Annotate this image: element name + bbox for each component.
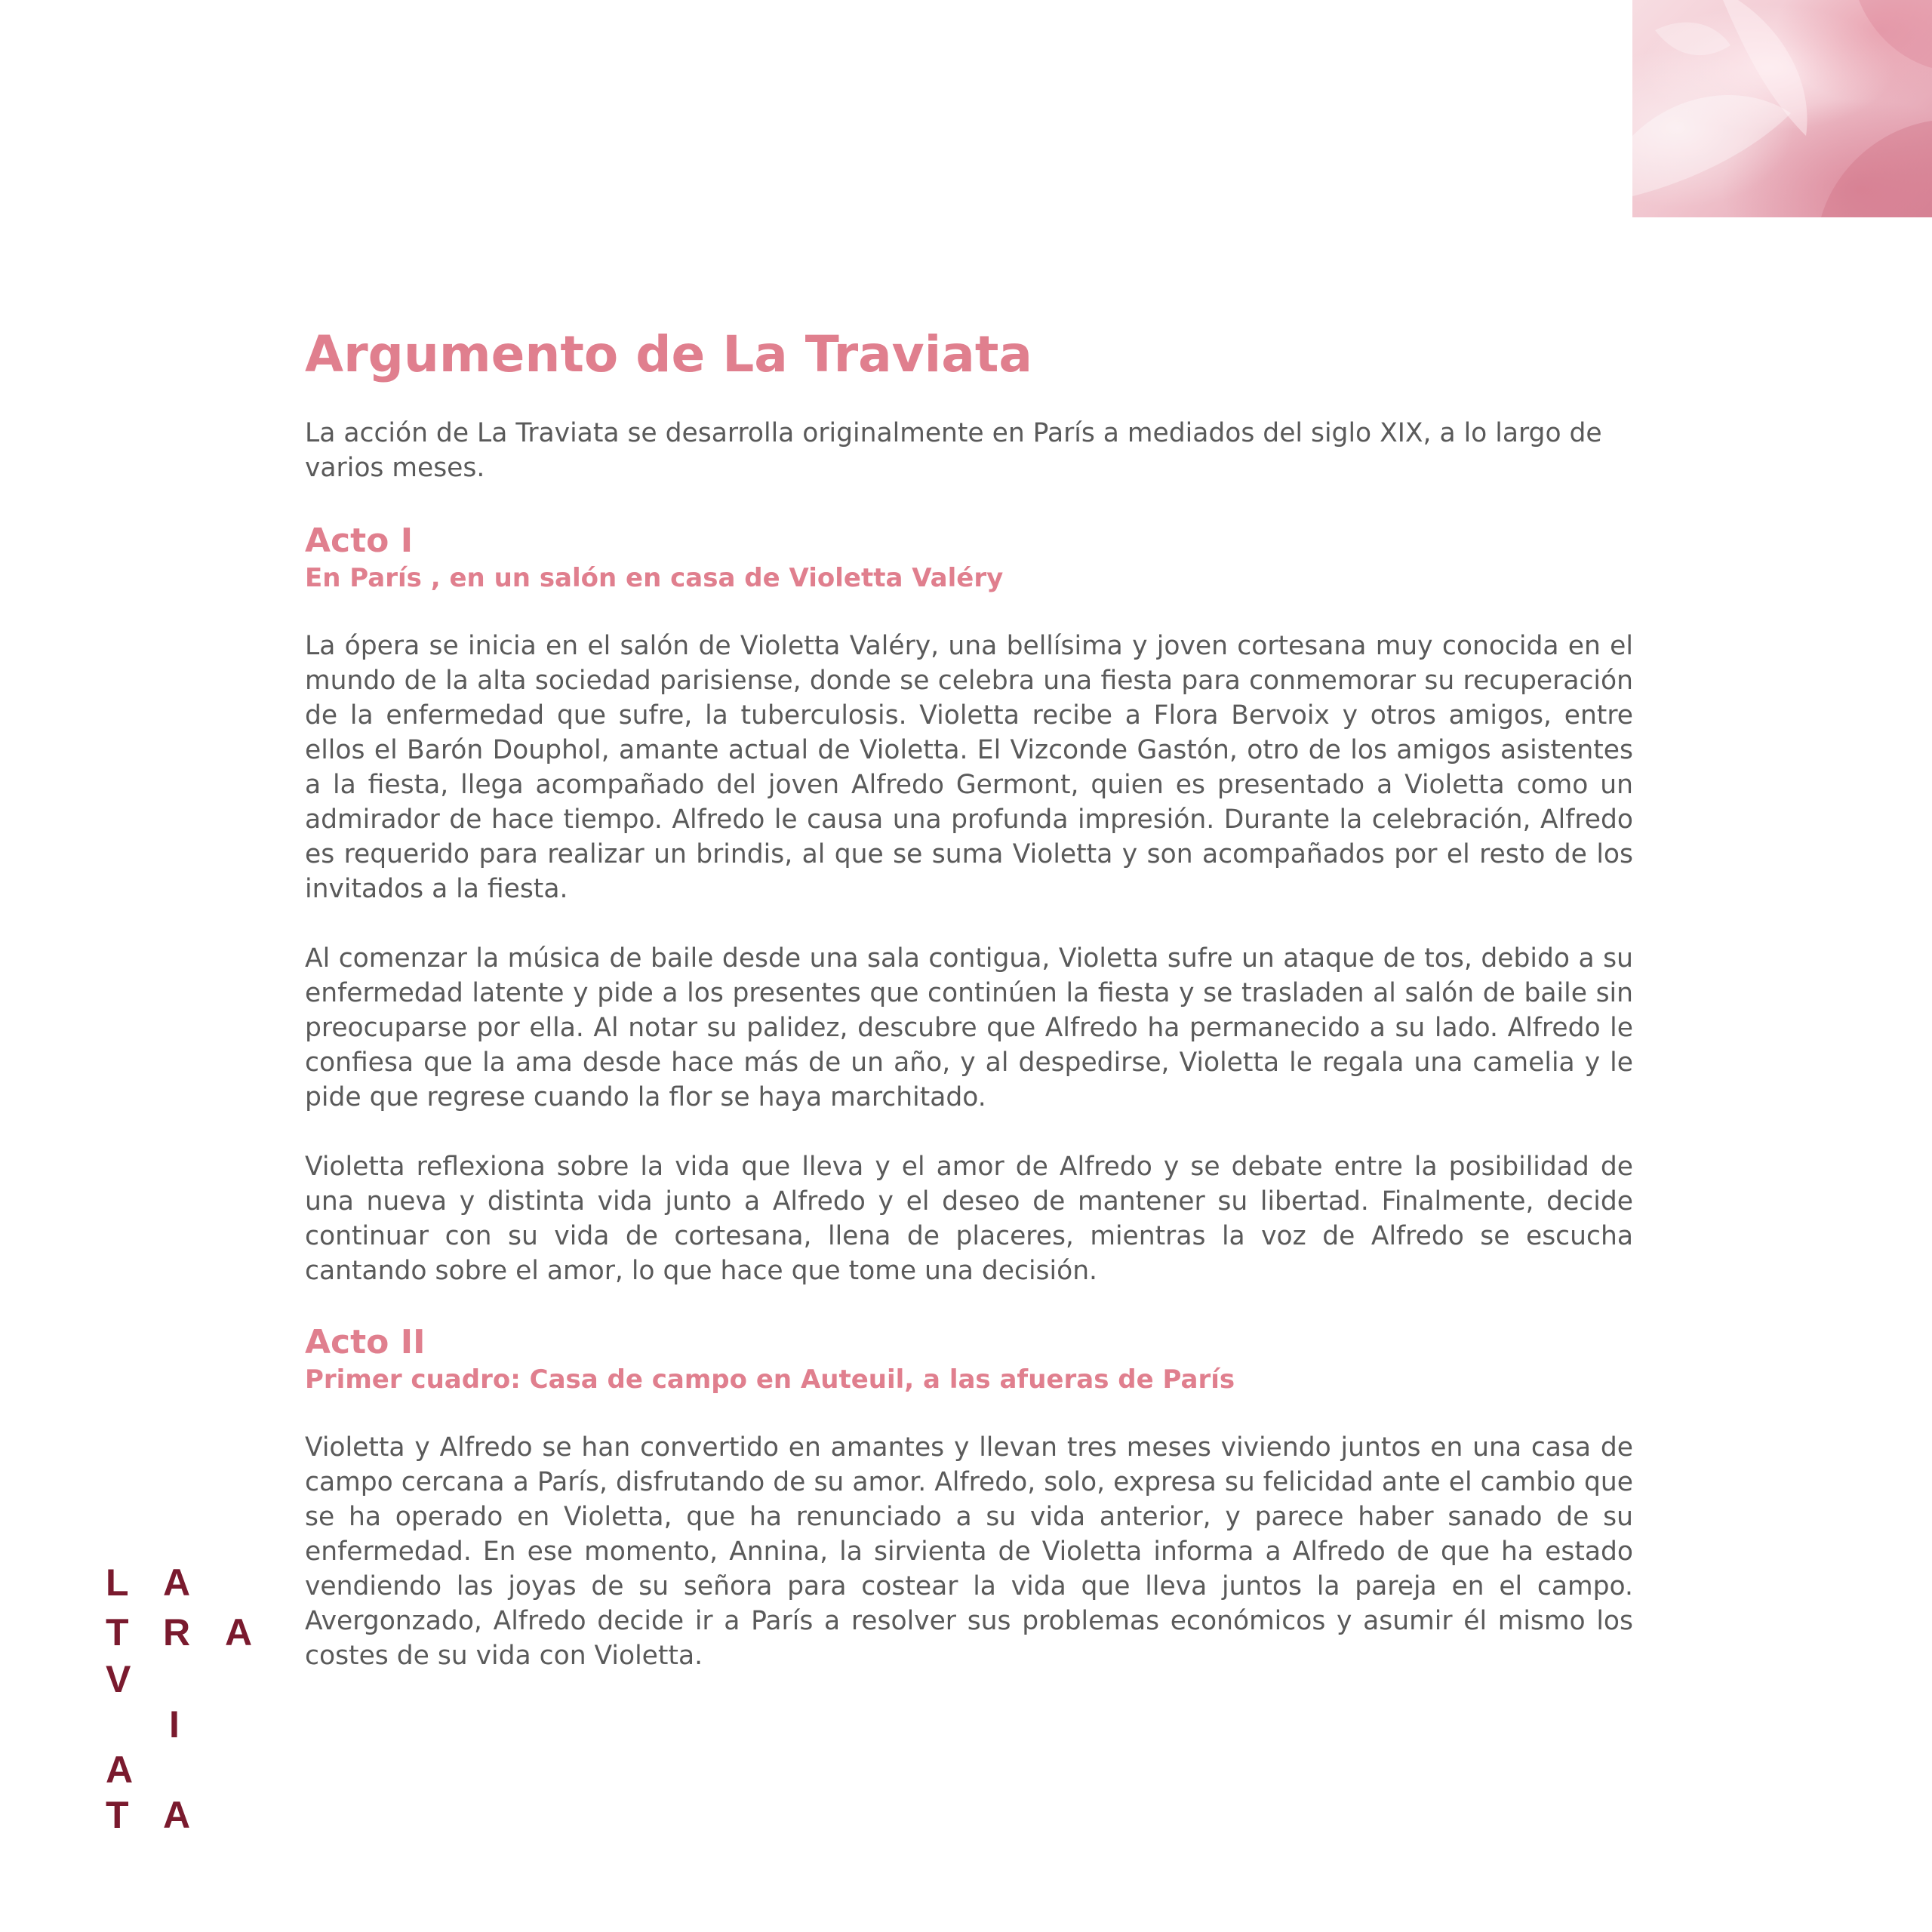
act-1-section	[305, 521, 1633, 1288]
rose-petals-photo	[1632, 0, 1932, 217]
logo-letter: I	[169, 1703, 180, 1746]
act-1-subtitle: En París , en un salón en casa de Violetta Valéry	[305, 563, 1004, 594]
logo-letter: T	[106, 1611, 129, 1654]
la-traviata-logo	[106, 1561, 272, 1836]
act-2-title: Acto II	[305, 1323, 426, 1362]
petal-shapes	[1632, 0, 1932, 217]
act-1-paragraph-2: Al comenzar la música de baile desde una sala contigua, Violetta sufre un ataque de tos, debido a su enfermedad latente y pide a los presentes que continúen la fiesta y se trasladen al salón de baile sin preocuparse por ella. Al notar su palidez, descubre que Alfredo ha permanecido a su lado. Alfredo le confiesa que la ama desde hace más de un año, y al despedirse, Violetta le regala una camelia y le pide que regrese cuando la flor se haya marchitado.	[305, 943, 1633, 1113]
main-content	[305, 325, 1633, 1673]
logo-letter: T	[106, 1794, 129, 1836]
logo-letter: L	[106, 1561, 129, 1604]
act-2-subtitle: Primer cuadro: Casa de campo en Auteuil, a las afueras de París	[305, 1364, 1235, 1395]
intro-paragraph: La acción de La Traviata se desarrolla originalmente en París a mediados del siglo XIX, a lo largo de varios meses.	[305, 418, 1602, 484]
logo-letter: R	[163, 1611, 191, 1654]
logo-letter: V	[106, 1658, 131, 1700]
act-1-title: Acto I	[305, 521, 414, 561]
act-2-section	[305, 1323, 1633, 1673]
act-1-paragraph-1: La ópera se inicia en el salón de Violetta Valéry, una bellísima y joven cortesana muy conocida en el mundo de la alta sociedad parisiense, donde se celebra una fiesta para conmemorar su recuperación de la enfermedad que sufre, la tuberculosis. Violetta recibe a Flora Bervoix y otros amigos, entre ellos el Barón Douphol, amante actual de Violetta. El Vizconde Gastón, otro de los amigos asistentes a la fiesta, llega acompañado del joven Alfredo Germont, quien es presentado a Violetta como un admirador de hace tiempo. Alfredo le causa una profunda impresión. Durante la celebración, Alfredo es requerido para realizar un brindis, al que se suma Violetta y son acompañados por el resto de los invitados a la fiesta.	[305, 631, 1633, 905]
act-2-paragraph-1: Violetta y Alfredo se han convertido en amantes y llevan tres meses viviendo juntos en una casa de campo cercana a París, disfrutando de su amor. Alfredo, solo, expresa su felicidad ante el cambio que se ha operado en Violetta, que ha renunciado a su vida anterior, y parece haber sanado de su enfermedad. En ese momento, Annina, la sirvienta de Violetta informa a Alfredo de que ha estado vendiendo las joyas de su señora para costear la vida que lleva juntos la pareja en el campo. Avergonzado, Alfredo decide ir a París a resolver sus problemas económicos y asumir él mismo los costes de su vida con Violetta.	[305, 1432, 1633, 1672]
logo-letter: A	[106, 1749, 134, 1791]
act-1-paragraph-3: Violetta reflexiona sobre la vida que lleva y el amor de Alfredo y se debate entre la posibilidad de una nueva y distinta vida junto a Alfredo y el deseo de mantener su libertad. Finalmente, decide continuar con su vida de cortesana, llena de placeres, mientras la voz de Alfredo se escucha cantando sobre el amor, lo que hace que tome una decisión.	[305, 1152, 1633, 1287]
logo-letter: A	[163, 1561, 191, 1604]
logo-letter: A	[163, 1794, 191, 1836]
page-title: Argumento de La Traviata	[305, 325, 1032, 383]
logo-letter: A	[225, 1611, 253, 1654]
